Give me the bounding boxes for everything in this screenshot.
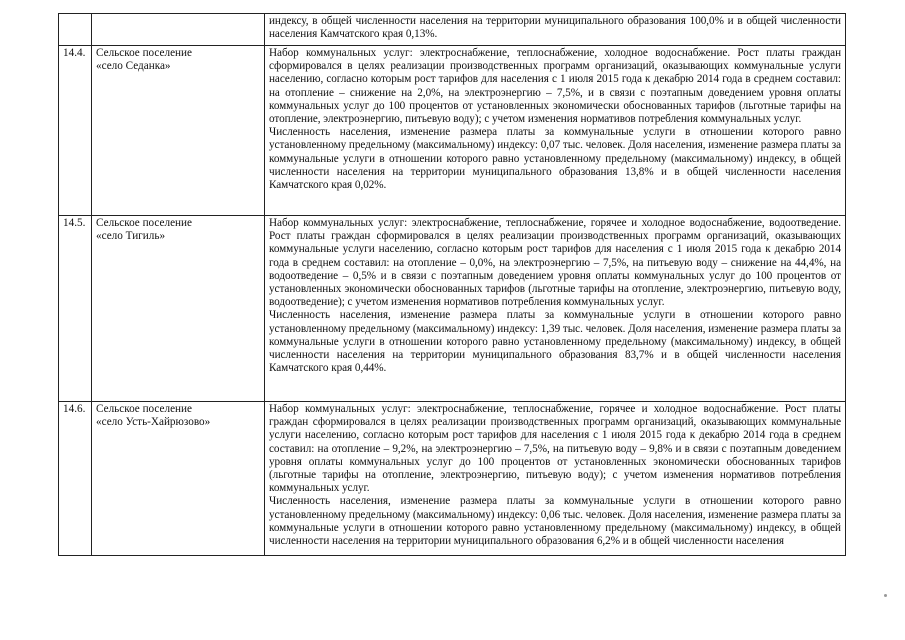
municipality-name <box>92 46 265 216</box>
municipality-title: «село Усть-Хайрюзово» <box>96 416 211 429</box>
table-row <box>59 402 846 556</box>
scan-speck <box>884 594 887 597</box>
municipality-name <box>92 14 265 46</box>
municipality-type: Сельское поселение <box>96 47 192 59</box>
row-number <box>59 14 92 46</box>
table-row <box>59 46 846 216</box>
row-description <box>265 14 846 46</box>
paragraph: Численность населения, изменение размера платы за коммунальные услуги в отношении которого равно установленному предельному (максимальному) индексу: 0,07 тыс. человек. Доля населения, изменение размера платы за коммунальные услуги в отношении которого равно установленному предельному (максимальному) индексу, в общей численности населения на территории муниципального образования 13,8% и в общей численности населения Камчатского края 0,02%. <box>269 126 841 192</box>
row-number: 14.6. <box>59 402 92 556</box>
paragraph: Численность населения, изменение размера платы за коммунальные услуги в отношении которого равно установленному предельному (максимальному) индексу: 0,06 тыс. человек. Доля населения, изменение размера платы за коммунальные услуги в отношении которого равно установленному предельному (максимальному) индексу, в общей численности населения на территории муниципального образования 6,2% и в общей численности населения <box>269 495 841 548</box>
municipality-type: Сельское поселение <box>96 403 192 415</box>
paragraph: Численность населения, изменение размера платы за коммунальные услуги в отношении которого равно установленному предельному (максимальному) индексу: 1,39 тыс. человек. Доля населения, изменение размера платы за коммунальные услуги в отношении которого равно установленному предельному (максимальному) индексу, в общей численности населения на территории муниципального образования 83,7% и в общей численности населения Камчатского края 0,44%. <box>269 309 841 375</box>
municipality-title: «село Тигиль» <box>96 230 166 243</box>
paragraph: индексу, в общей численности населения на территории муниципального образования 100,0% и в общей численности населения Камчатского края 0,13%. <box>269 15 841 41</box>
row-description <box>265 216 846 402</box>
row-description <box>265 46 846 216</box>
row-number: 14.5. <box>59 216 92 402</box>
paragraph: Набор коммунальных услуг: электроснабжение, теплоснабжение, горячее и холодное водоснабжение. Рост платы граждан сформировался в целях реализации производственных программ организаций, оказывающих коммунальные услуги населению, согласно которым рост тарифов для населения с 1 июля 2015 года к декабрю 2014 года в среднем составил: на отопление – 9,2%, на электроэнергию – 7,5%, на питьевую воду – 9,8% и в связи с поэтапным доведением уровня оплаты коммунальных услуг до 100 процентов от установленных экономически обоснованных тарифов (льготные тарифы на отопление, электроэнергию, питьевую воду); с учетом изменения нормативов потребления коммунальных услуг. <box>269 403 841 495</box>
table-row <box>59 14 846 46</box>
paragraph: Набор коммунальных услуг: электроснабжение, теплоснабжение, холодное водоснабжение. Рост платы граждан сформировался в целях реализации производственных программ организаций, оказывающих коммунальные услуги населению, согласно которым рост тарифов для населения с 1 июля 2015 года к декабрю 2014 года в среднем составил: на отопление – снижение на 2,0%, на электроэнергию – 7,5%, и в связи с поэтапным доведением уровня оплаты коммунальных услуг до 100 процентов от установленных экономически обоснованных тарифов (льготные тарифы на отопление, электроэнергию, питьевую воду); с учетом изменения нормативов потребления коммунальных услуг. <box>269 47 841 126</box>
row-description <box>265 402 846 556</box>
municipality-name <box>92 216 265 402</box>
municipality-name <box>92 402 265 556</box>
row-number: 14.4. <box>59 46 92 216</box>
paragraph: Набор коммунальных услуг: электроснабжение, теплоснабжение, горячее и холодное водоснабжение, водоотведение. Рост платы граждан сформировался в целях реализации производственных программ организаций, оказывающих коммунальные услуги населению, согласно которым рост тарифов для населения с 1 июля 2015 года к декабрю 2014 года в среднем составил: на отопление – 0,0%, на электроэнергию – 7,5%, на питьевую воду – снижение на 44,4%, на водоотведение – 0,5% и в связи с поэтапным доведением уровня оплаты коммунальных услуг до 100 процентов от установленных экономически обоснованных тарифов (льготные тарифы на отопление, электроэнергию, питьевую воду, водоотведение); с учетом изменения нормативов потребления коммунальных услуг. <box>269 217 841 309</box>
data-table <box>58 13 846 556</box>
municipality-type: Сельское поселение <box>96 217 192 229</box>
table-row <box>59 216 846 402</box>
municipality-title: «село Седанка» <box>96 60 171 73</box>
